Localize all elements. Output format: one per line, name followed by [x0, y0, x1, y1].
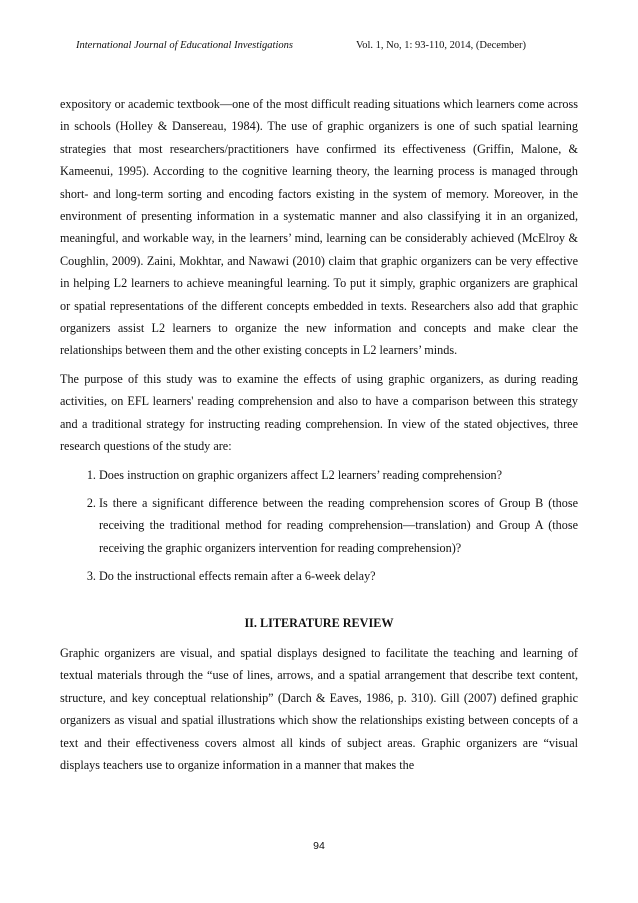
journal-title: International Journal of Educational Investigations: [76, 40, 293, 51]
article-body: [60, 93, 578, 782]
research-question: 1. Does instruction on graphic organizers affect L2 learners’ reading comprehension?: [99, 464, 578, 486]
paragraph-literature-review: Graphic organizers are visual, and spatial displays designed to facilitate the teaching and learning of textual materials through the “use of lines, arrows, and a spatial arrangement that describe text content, structure, and key conceptual relationship” (Darch & Eaves, 1986, p. 310). Gill (2007) defined graphic organizers as visual and spatial illustrations which show the relationships existing between concepts of a text and their effectiveness covers almost all kinds of subject areas. Graphic organizers are “visual displays teachers use to organize information in a manner that makes the: [60, 645, 578, 772]
section-heading: II. LITERATURE REVIEW: [244, 615, 394, 630]
paragraph-purpose: The purpose of this study was to examine the effects of using graphic organizers, as during reading activities, on EFL learners' reading comprehension and also to have a comparison between this strategy and a traditional strategy for instructing reading comprehension. In view of the stated objectives, three research questions of the study are:: [60, 371, 578, 454]
paragraph-intro: expository or academic textbook—one of the most difficult reading situations which learners come across in schools (Holley & Dansereau, 1984). The use of graphic organizers is one of such spatial learning strategies that most researchers/practitioners have confirmed its effectiveness (Griffin, Malone, & Kameenui, 1995). According to the cognitive learning theory, the learning process is managed through short- and long-term sorting and encoding factors existing in the system of memory. Moreover, in the environment of presenting information in a systematic manner and also classifying it in an organized, meaningful, and workable way, in the learners’ mind, learning can be considerably achieved (McElroy & Coughlin, 2009). Zaini, Mokhtar, and Nawawi (2010) claim that graphic organizers can be very effective in helping L2 learners to achieve meaningful learning. To put it simply, graphic organizers are graphical or spatial representations of the different concepts embedded in texts. Researchers also add that graphic organizers assist L2 learners to organize the new information and concepts and make clear the relationships between them and the other existing concepts in L2 learners’ minds.: [60, 97, 578, 358]
research-question: 2. Is there a significant difference between the reading comprehension scores of Group B (those receiving the traditional method for reading comprehension—translation) and Group A (those receiving the graphic organizers intervention for reading comprehension)?: [99, 492, 578, 559]
issue-info: Vol. 1, No, 1: 93-110, 2014, (December): [356, 40, 527, 51]
research-questions-list: [60, 464, 578, 588]
page-number: 94: [313, 840, 325, 852]
research-question: 3. Do the instructional effects remain after a 6-week delay?: [99, 565, 578, 587]
